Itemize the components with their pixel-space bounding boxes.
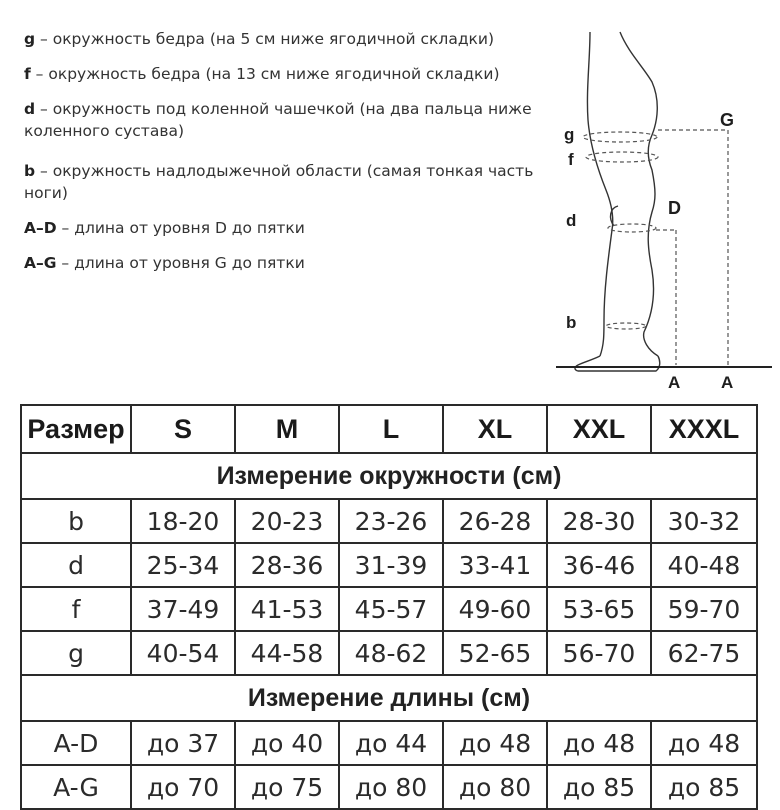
table-cell: 30-32 — [651, 499, 757, 543]
legend-item-g — [24, 28, 544, 50]
table-cell: 41-53 — [235, 587, 339, 631]
label-b: b — [566, 313, 577, 332]
circumference-f — [586, 152, 658, 162]
table-row — [21, 499, 757, 543]
table-cell: 20-23 — [235, 499, 339, 543]
legend-key: g — [24, 30, 36, 48]
row-label: b — [21, 499, 131, 543]
table-cell: до 85 — [547, 765, 651, 809]
table-row — [21, 543, 757, 587]
table-cell: 53-65 — [547, 587, 651, 631]
column-header-l: L — [339, 405, 443, 453]
table-cell: 33-41 — [443, 543, 547, 587]
table-cell: 36-46 — [547, 543, 651, 587]
legend-key: A–D — [24, 219, 57, 237]
column-header-xl: XL — [443, 405, 547, 453]
column-header-xxl: XXL — [547, 405, 651, 453]
leg-outline-back — [587, 32, 612, 356]
table-cell: до 37 — [131, 721, 235, 765]
table-cell: 56-70 — [547, 631, 651, 675]
label-A-right: A — [721, 373, 734, 392]
size-table — [20, 404, 758, 810]
section-row — [21, 453, 757, 499]
legend-item-a-d — [24, 217, 544, 239]
legend-key: b — [24, 162, 36, 180]
circumference-g — [583, 132, 657, 142]
table-cell: до 48 — [651, 721, 757, 765]
circumference-b — [606, 323, 646, 329]
table-cell: 45-57 — [339, 587, 443, 631]
table-cell: 28-30 — [547, 499, 651, 543]
label-f: f — [568, 150, 574, 169]
legend-text: – окружность бедра (на 5 см ниже ягодичной складки) — [35, 30, 495, 48]
row-label: f — [21, 587, 131, 631]
label-D: D — [668, 198, 681, 218]
legend-text: – длина от уровня D до пятки — [56, 219, 305, 237]
table-cell: 37-49 — [131, 587, 235, 631]
table-cell: до 85 — [651, 765, 757, 809]
table-cell: до 75 — [235, 765, 339, 809]
column-header-s: S — [131, 405, 235, 453]
legend-text: – длина от уровня G до пятки — [56, 254, 305, 272]
legend-item-f — [24, 63, 544, 85]
legend-text: – окружность под коленной чашечкой (на два пальца ниже коленного сустава) — [24, 100, 532, 140]
table-cell: 48-62 — [339, 631, 443, 675]
label-A-left: A — [668, 373, 681, 392]
legend — [24, 28, 544, 287]
table-cell: 23-26 — [339, 499, 443, 543]
table-cell: до 48 — [443, 721, 547, 765]
leg-measurement-diagram — [548, 20, 780, 400]
table-cell: 26-28 — [443, 499, 547, 543]
row-label: A-G — [21, 765, 131, 809]
label-G: G — [720, 110, 735, 130]
label-d: d — [566, 211, 577, 230]
table-cell: до 40 — [235, 721, 339, 765]
table-cell: 40-54 — [131, 631, 235, 675]
column-header-xxxl: XXXL — [651, 405, 757, 453]
row-label: d — [21, 543, 131, 587]
leg-illustration — [548, 20, 780, 400]
legend-text: – окружность надлодыжечной области (самая тонкая часть ноги) — [24, 162, 534, 202]
circumference-section-title: Измерение окружности (см) — [21, 453, 757, 499]
table-cell: до 70 — [131, 765, 235, 809]
label-g: g — [564, 125, 575, 144]
section-row — [21, 675, 757, 721]
table-cell: 44-58 — [235, 631, 339, 675]
table-cell: 62-75 — [651, 631, 757, 675]
table-row — [21, 631, 757, 675]
column-header-m: M — [235, 405, 339, 453]
column-header-size: Размер — [21, 405, 131, 453]
legend-key: f — [24, 65, 31, 83]
table-cell: 25-34 — [131, 543, 235, 587]
legend-key: d — [24, 100, 36, 118]
legend-item-d — [24, 98, 544, 142]
table-cell: 31-39 — [339, 543, 443, 587]
legend-item-b — [24, 160, 544, 204]
table-row — [21, 587, 757, 631]
table-cell: до 80 — [339, 765, 443, 809]
row-label: g — [21, 631, 131, 675]
table-cell: до 48 — [547, 721, 651, 765]
length-section-title: Измерение длины (см) — [21, 675, 757, 721]
table-cell: 52-65 — [443, 631, 547, 675]
table-row — [21, 765, 757, 809]
table-cell: 28-36 — [235, 543, 339, 587]
row-label: A-D — [21, 721, 131, 765]
leg-outline-front — [620, 32, 658, 356]
legend-text: – окружность бедра (на 13 см ниже ягодичной складки) — [30, 65, 500, 83]
size-header-row — [21, 405, 757, 453]
foot-outline — [575, 356, 660, 371]
table-cell: 40-48 — [651, 543, 757, 587]
legend-item-a-g — [24, 252, 544, 274]
table-cell: 49-60 — [443, 587, 547, 631]
table-cell: до 80 — [443, 765, 547, 809]
table-cell: 59-70 — [651, 587, 757, 631]
table-cell: 18-20 — [131, 499, 235, 543]
table-row — [21, 721, 757, 765]
table-cell: до 44 — [339, 721, 443, 765]
legend-key: A–G — [24, 254, 57, 272]
